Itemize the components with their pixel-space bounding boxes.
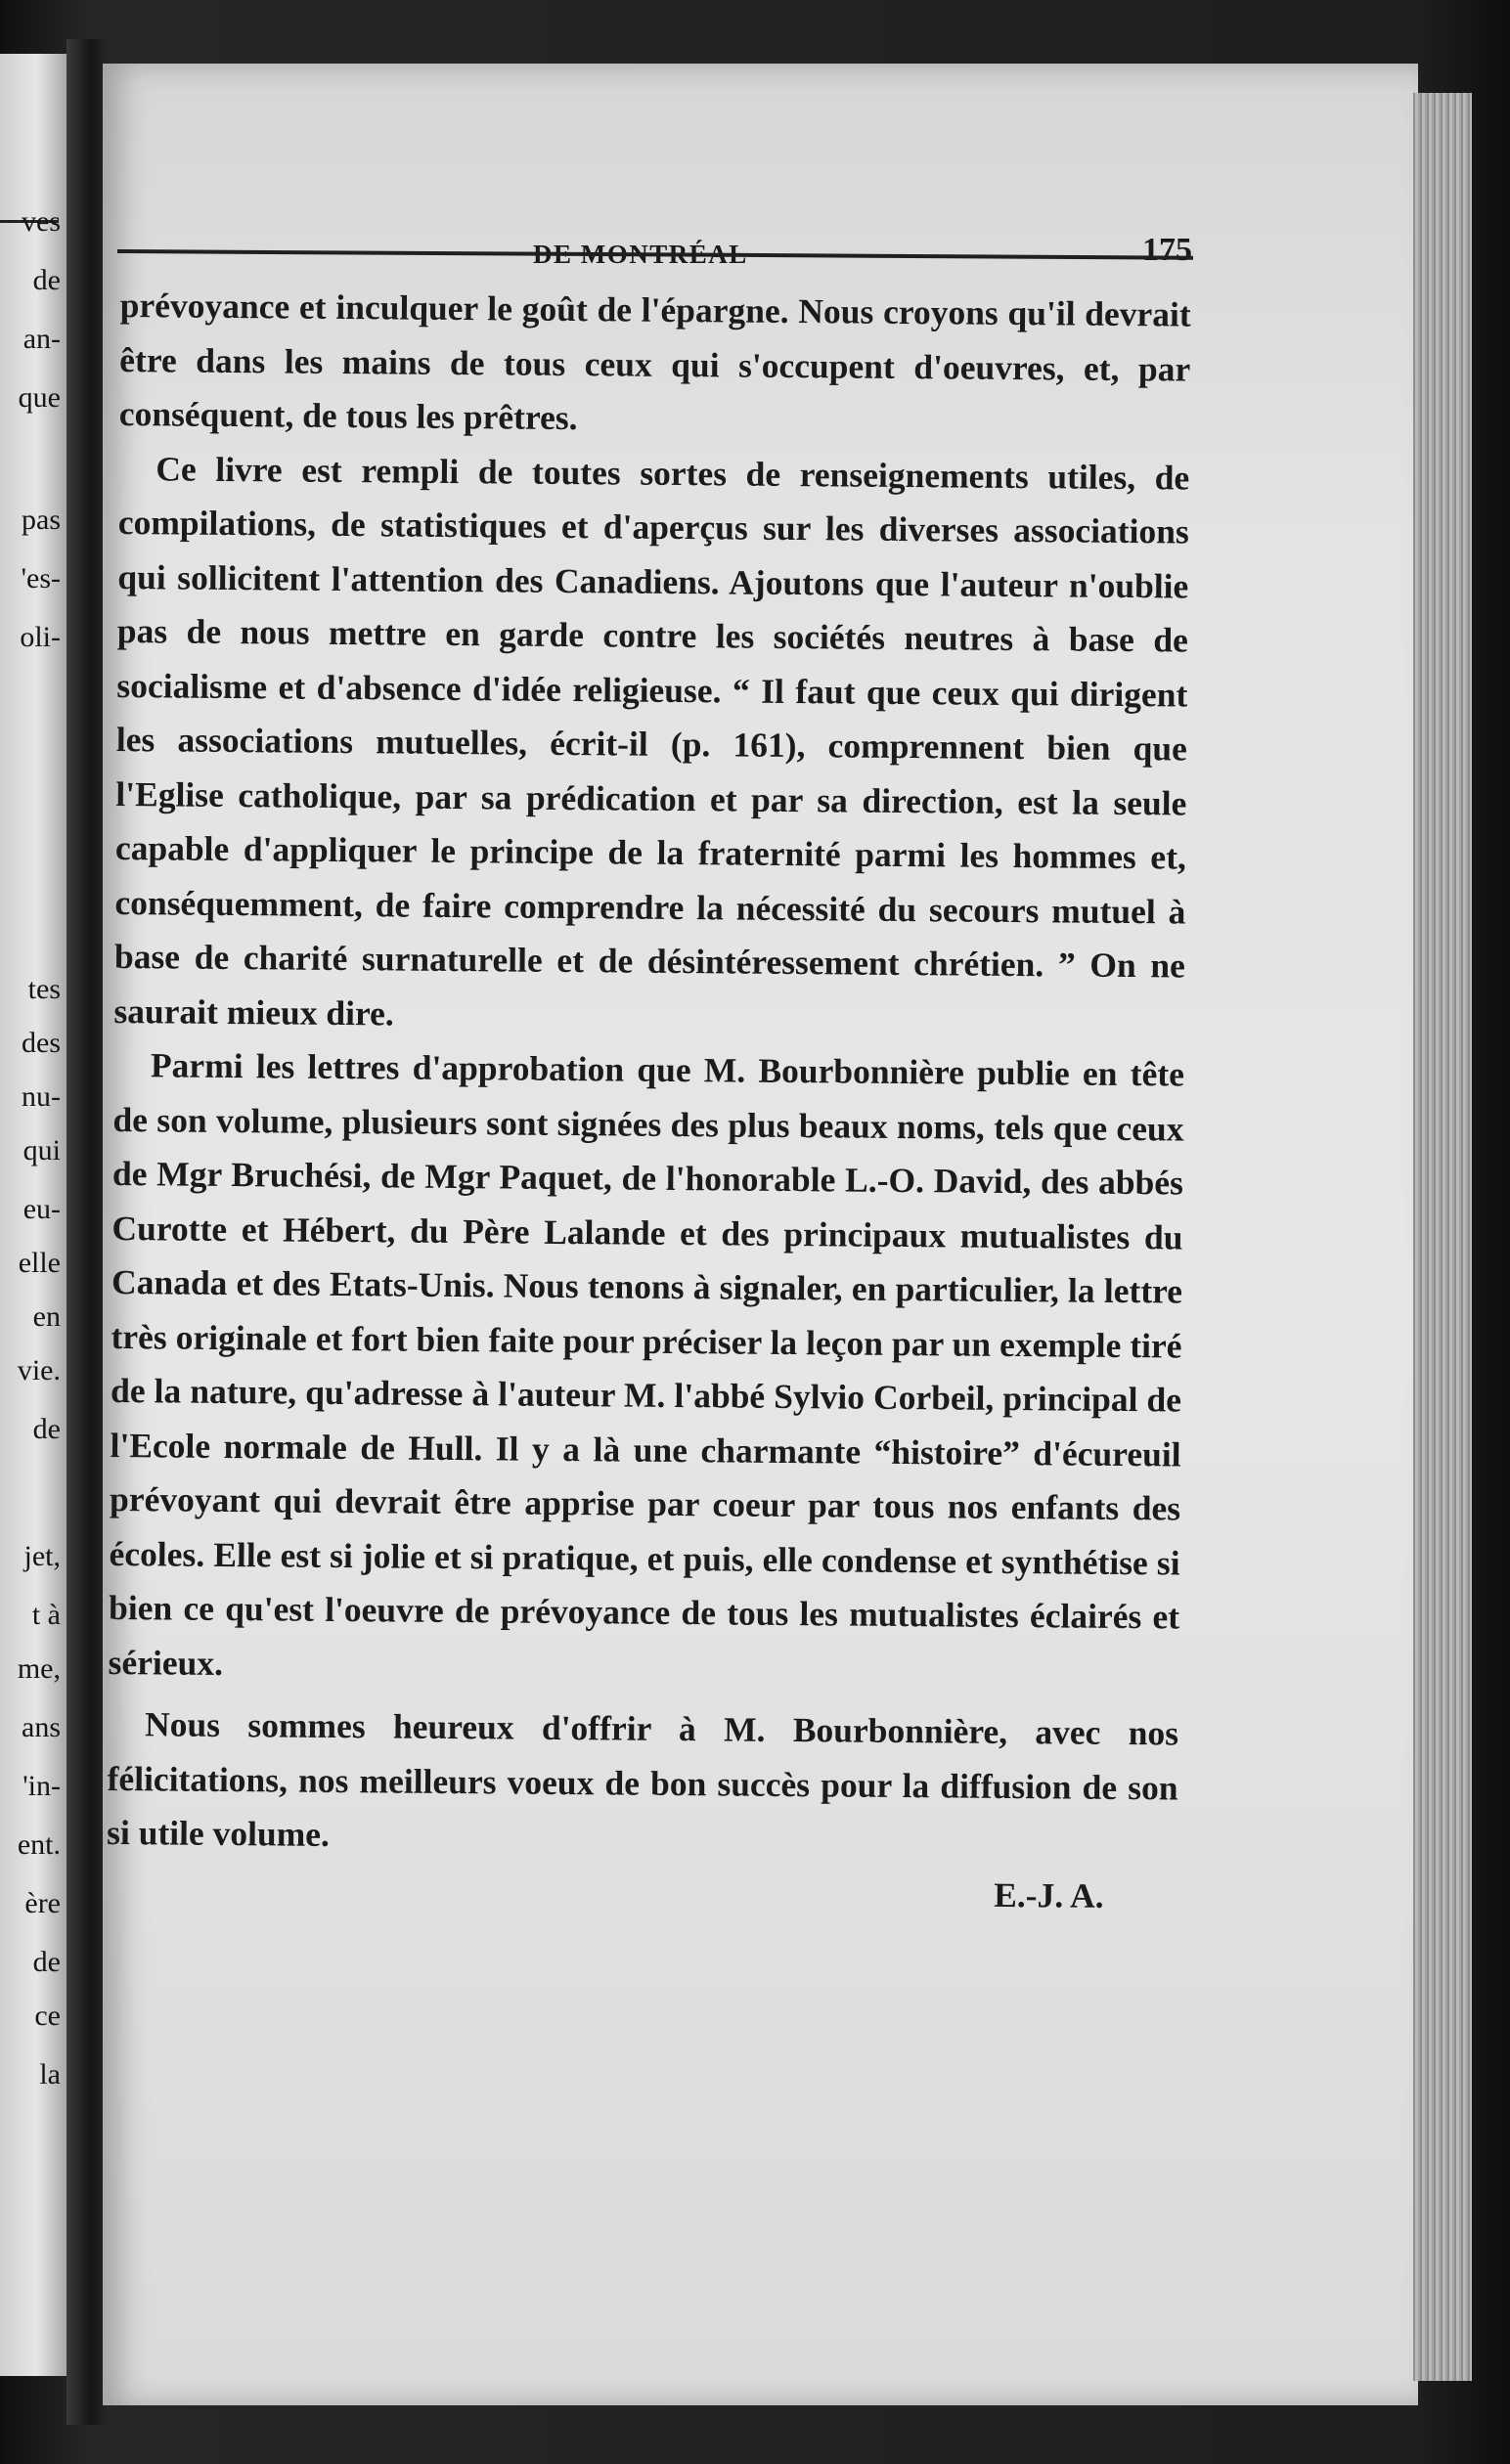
left-page-fragment: en (32, 1300, 61, 1333)
book-page (103, 64, 1418, 2405)
left-page-fragment: jet, (23, 1540, 61, 1572)
paragraph-2: Ce livre est rempli de toutes sortes de renseignements utiles, de compilations, de statistiques et d'aperçus sur les diverses associations qui sollicitent l'attention des Canadiens. Ajoutons que l'auteur n'oublie pas de nous mettre en garde contre les sociétés neutres à base de socialisme et d'absence d'idée religieuse. “ Il faut que ceux qui dirigent les associations mutuelles, écrit-il (p. 161), comprennent bien que l'Eglise catholique, par sa prédication et par sa direction, est la seule capable d'appliquer le principe de la fraternité parmi les hommes et, conséquemment, de faire comprendre la nécessité du secours mutuel à base de charité surnaturelle et de désintéressement chrétien. ” On ne saurait mieux dire. (113, 448, 1190, 1033)
left-page-fragment: an- (22, 323, 61, 355)
left-page-fragment: ère (24, 1887, 61, 1919)
left-page-fragment: tes (27, 973, 61, 1005)
left-page-fragment: me, (17, 1652, 61, 1685)
left-page-fragment: de (32, 264, 61, 296)
left-page-fragment: eu- (22, 1193, 61, 1225)
left-page-fragment: la (39, 2058, 61, 2090)
left-page-fragment: 'es- (21, 562, 61, 594)
paragraph-4: Nous sommes heureux d'offrir à M. Bourbonnière, avec nos félicitations, nos meilleurs voeux de bon succès pour la diffusion de son si utile volume. (106, 1704, 1179, 1854)
left-page-fragment: qui (22, 1134, 61, 1166)
page-number: 175 (1142, 232, 1192, 268)
left-page-fragment: des (22, 1027, 61, 1059)
left-page-fragment: de (32, 1946, 61, 1978)
left-page-fragment: vie. (17, 1354, 61, 1386)
article-body (106, 279, 1191, 1915)
left-page-fragment: ans (22, 1711, 61, 1743)
left-page-fragment: nu- (22, 1080, 61, 1113)
left-page-fragment: ce (34, 2000, 61, 2032)
left-page-fragment: oli- (20, 621, 61, 653)
page-header (103, 173, 1418, 268)
paragraph-1: prévoyance et inculquer le goût de l'épargne. Nous croyons qu'il devrait être dans les mains de tous ceux qui s'occupent d'oeuvres, et, par conséquent, de tous les prêtres. (118, 285, 1191, 438)
left-page-fragment: t à (31, 1599, 61, 1631)
left-page-fragment: que (18, 381, 61, 414)
left-page-fragment: ent. (17, 1828, 61, 1861)
left-page-fragment: elle (18, 1247, 61, 1279)
left-page-fragment: ves (22, 205, 61, 238)
left-page-fragment: 'in- (22, 1770, 61, 1802)
page-block-edges (1413, 93, 1472, 2381)
left-page-edge (0, 54, 67, 2376)
signature: E.-J. A. (994, 1874, 1104, 1915)
book-gutter (67, 39, 108, 2425)
paragraph-3: Parmi les lettres d'approbation que M. Bourbonnière publie en tête de son volume, plusieurs sont signées des plus beaux noms, tels que ceux de Mgr Bruchési, de Mgr Paquet, de l'honorable L.-O. David, des abbés Curotte et Hébert, du Père Lalande et des principaux mutualistes du Canada et des Etats-Unis. Nous tenons à signaler, en particulier, la lettre très originale et fort bien faite pour préciser la leçon par un exemple tiré de la nature, qu'adresse à l'auteur M. l'abbé Sylvio Corbeil, principal de l'Ecole normale de Hull. Il y a là une charmante “histoire” d'écureuil prévoyant qui devrait être apprise par coeur par tous nos enfants des écoles. Elle est si jolie et si pratique, et puis, elle condense et synthétise si bien ce qu'est l'oeuvre de prévoyance de tous les mutualistes éclairés et sérieux. (108, 1045, 1185, 1683)
left-page-fragment: pas (22, 504, 61, 536)
left-page-fragment: de (32, 1413, 61, 1445)
